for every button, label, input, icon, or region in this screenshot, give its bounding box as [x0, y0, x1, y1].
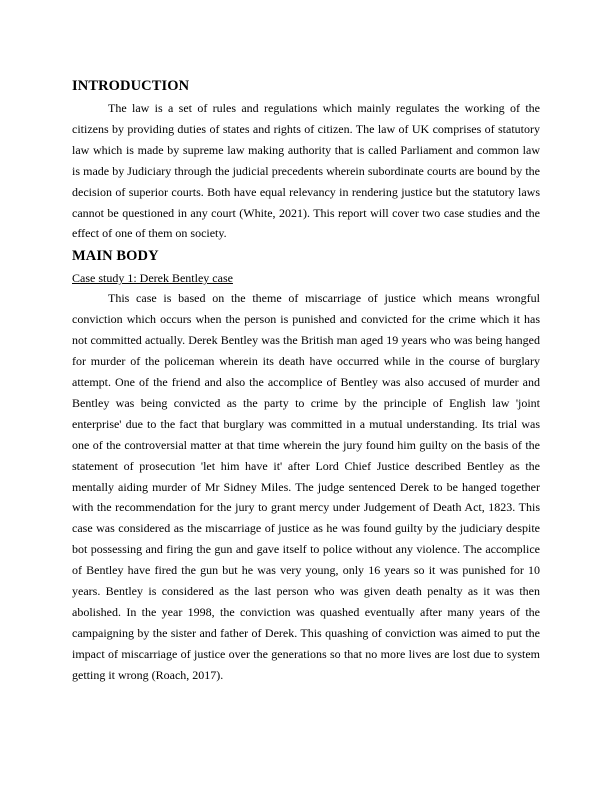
- introduction-heading: INTRODUCTION: [72, 78, 190, 94]
- introduction-paragraph: The law is a set of rules and regulations which mainly regulates the working of the citizens by providing duties of states and rights of citizen. The law of UK comprises of statutory law which is made by supreme law making authority that is called Parliament and common law is made by Judiciary through the judicial precedents wherein subordinate courts are bound by the decision of superior courts. Both have equal relevancy in rendering justice but the statutory laws cannot be questioned in any court (White, 2021). This report will cover two case studies and the effect of one of them on society.: [72, 101, 540, 241]
- case-study-1-title: Case study 1: Derek Bentley case: [72, 271, 233, 286]
- case-study-1-paragraph: This case is based on the theme of miscarriage of justice which means wrongful conviction which occurs when the person is punished and convicted for the crime which it has not committed actually. Derek Bentley was the British man aged 19 years who was being hanged for murder of the policeman wherein its death have occurred while in the course of burglary attempt. One of the friend and also the accomplice of Bentley was also accused of murder and Bentley was being convicted as the party to crime by the principle of English law 'joint enterprise' due to the fact that burglary was committed in a mutual understanding. Its trial was one of the controversial matter at that time wherein the jury found him guilty on the basis of the statement of prosecution 'let him have it' after Lord Chief Justice described Bentley as the mentally aiding murder of Mr Sidney Miles. The judge sentenced Derek to be hanged together with the recommendation for the jury to grant mercy under Judgement of Death Act, 1823. This case was considered as the miscarriage of justice as he was found guilty by the judiciary despite bot possessing and firing the gun and gave itself to police without any violence. The accomplice of Bentley have fired the gun but he was very young, only 16 years so it was punished for 10 years. Bentley is considered as the last person who was given death penalty as it was then abolished. In the year 1998, the conviction was quashed eventually after many years of the campaigning by the sister and father of Derek. This quashing of conviction was aimed to put the impact of miscarriage of justice over the generations so that no more lives are lost due to system getting it wrong (Roach, 2017).: [72, 291, 540, 682]
- main-body-heading: MAIN BODY: [72, 248, 159, 265]
- document-page: [72, 74, 540, 686]
